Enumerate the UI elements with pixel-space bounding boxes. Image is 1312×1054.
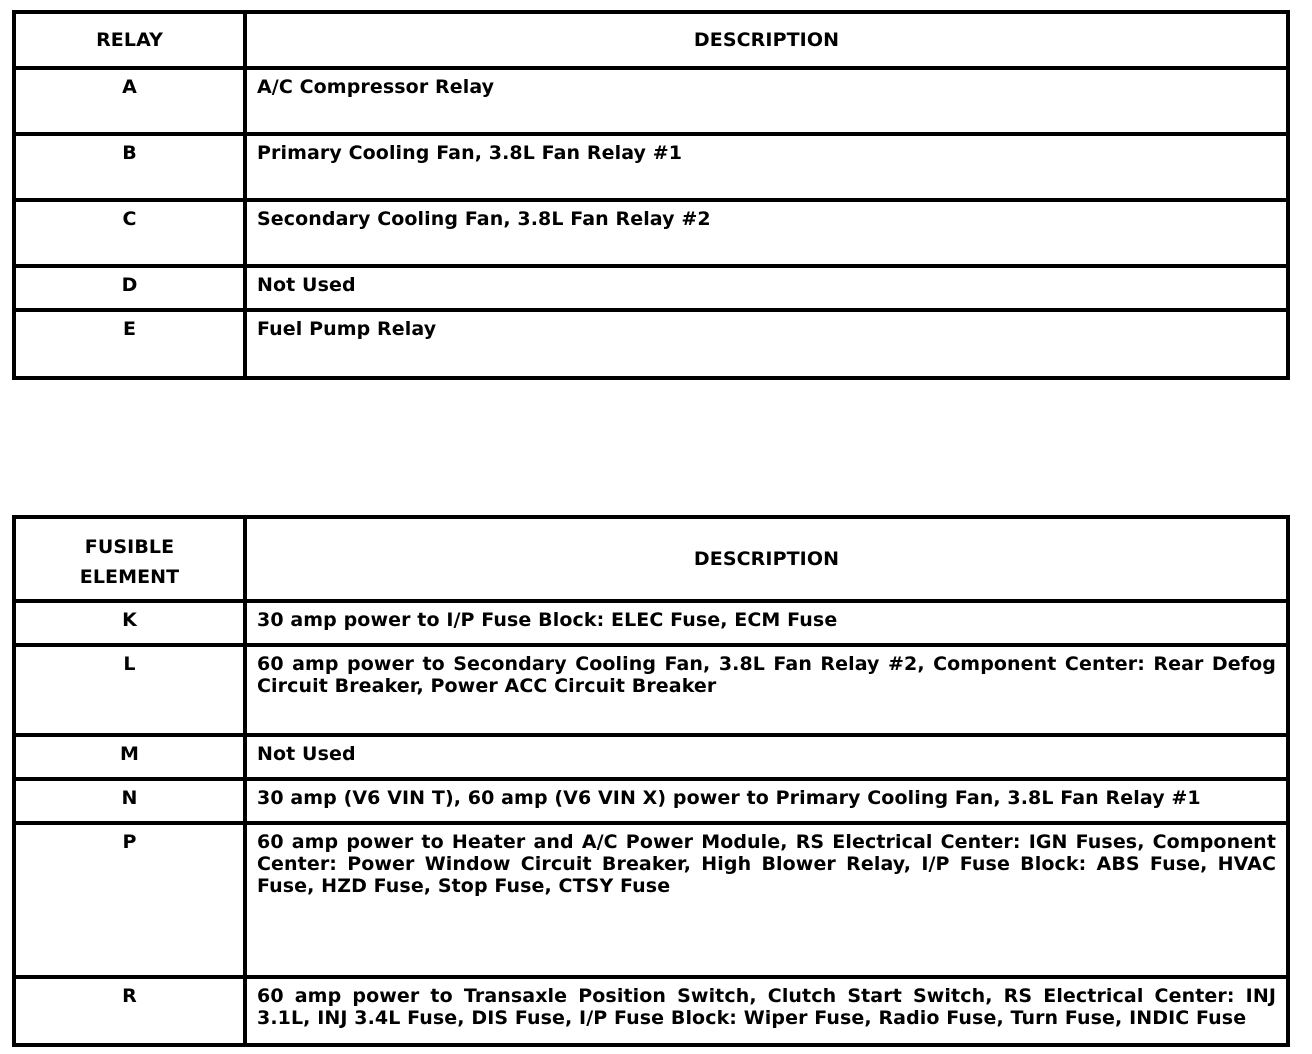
table-row xyxy=(14,310,1288,378)
fusible-code xyxy=(14,823,245,977)
fusible-element-table xyxy=(12,515,1290,1047)
relay-code xyxy=(14,310,245,378)
relay-code-text: D xyxy=(121,274,138,296)
relay-header-row xyxy=(14,12,1288,68)
fusible-code xyxy=(14,779,245,823)
table-row xyxy=(14,200,1288,266)
fusible-code-text: P xyxy=(122,831,137,853)
relay-code-text: A xyxy=(122,76,137,98)
fusible-code xyxy=(14,977,245,1045)
fusible-code xyxy=(14,601,245,645)
fusible-description: 60 amp power to Transaxle Position Switch, Clutch Start Switch, RS Electrical Center: INJ 3.1L, INJ 3.4L Fuse, DIS Fuse, I/P Fuse Block: Wiper Fuse, Radio Fuse, Turn Fuse, INDIC Fuse xyxy=(245,977,1288,1045)
relay-table xyxy=(12,10,1290,380)
fusible-header-description: DESCRIPTION xyxy=(245,517,1288,601)
relay-code xyxy=(14,134,245,200)
fusible-description: 30 amp (V6 VIN T), 60 amp (V6 VIN X) power to Primary Cooling Fan, 3.8L Fan Relay #1 xyxy=(245,779,1288,823)
table-row xyxy=(14,645,1288,735)
fusible-code-text: M xyxy=(119,743,139,765)
relay-description: A/C Compressor Relay xyxy=(245,68,1288,134)
table-row xyxy=(14,266,1288,310)
relay-code xyxy=(14,266,245,310)
fusible-code-text: N xyxy=(121,787,138,809)
fusible-description: 60 amp power to Secondary Cooling Fan, 3.8L Fan Relay #2, Component Center: Rear Defog Circuit Breaker, Power ACC Circuit Breaker xyxy=(245,645,1288,735)
table-row xyxy=(14,68,1288,134)
fusible-description: 60 amp power to Heater and A/C Power Module, RS Electrical Center: IGN Fuses, Component Center: Power Window Circuit Breaker, High Blower Relay, I/P Fuse Block: ABS Fuse, HVAC Fuse, HZD Fuse, Stop Fuse, CTSY Fuse xyxy=(245,823,1288,977)
fusible-header-line1: FUSIBLE xyxy=(84,536,175,558)
relay-header-description: DESCRIPTION xyxy=(245,12,1288,68)
fusible-code-text: L xyxy=(123,653,136,675)
relay-code xyxy=(14,200,245,266)
table-row xyxy=(14,779,1288,823)
table-row xyxy=(14,823,1288,977)
relay-code xyxy=(14,68,245,134)
relay-code-text: E xyxy=(122,318,137,340)
relay-code-text: C xyxy=(122,208,137,230)
table-row xyxy=(14,977,1288,1045)
relay-description: Not Used xyxy=(245,266,1288,310)
fusible-description: Not Used xyxy=(245,735,1288,779)
table-row xyxy=(14,134,1288,200)
fusible-code-text: R xyxy=(122,985,137,1007)
fusible-header-row xyxy=(14,517,1288,601)
fusible-header-line2: ELEMENT xyxy=(79,566,180,588)
fusible-description: 30 amp power to I/P Fuse Block: ELEC Fuse, ECM Fuse xyxy=(245,601,1288,645)
relay-code-text: B xyxy=(122,142,137,164)
fusible-header-code xyxy=(14,517,245,601)
table-row xyxy=(14,735,1288,779)
fusible-code xyxy=(14,645,245,735)
table-row xyxy=(14,601,1288,645)
relay-description: Fuel Pump Relay xyxy=(245,310,1288,378)
relay-description: Primary Cooling Fan, 3.8L Fan Relay #1 xyxy=(245,134,1288,200)
relay-description: Secondary Cooling Fan, 3.8L Fan Relay #2 xyxy=(245,200,1288,266)
fusible-code xyxy=(14,735,245,779)
relay-header-code: RELAY xyxy=(14,12,245,68)
fusible-code-text: K xyxy=(122,609,137,631)
